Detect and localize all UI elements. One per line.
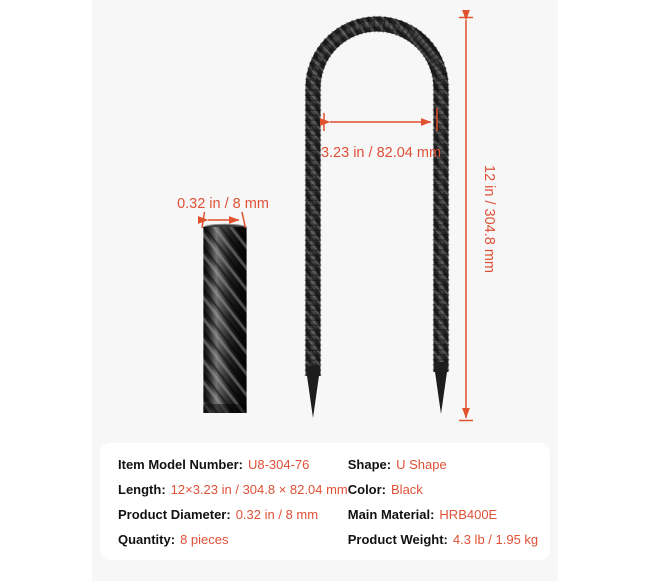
spec-column-right xyxy=(348,452,538,552)
spec-label: Product Diameter: xyxy=(118,507,231,522)
spec-row-color xyxy=(348,477,538,502)
spec-row-main-material xyxy=(348,502,538,527)
diameter-extension-left xyxy=(202,212,205,228)
spec-column-left xyxy=(118,452,348,552)
spec-value: 12×3.23 in / 304.8 × 82.04 mm xyxy=(170,482,348,497)
diameter-label: 0.32 in / 8 mm xyxy=(177,196,269,212)
height-label: 12 in / 304.8 mm xyxy=(481,165,497,273)
height-dimension xyxy=(459,18,473,421)
stake-tip-right xyxy=(434,362,449,414)
spec-label: Color: xyxy=(347,482,387,497)
spec-value: 4.3 lb / 1.95 kg xyxy=(452,532,539,547)
u-shaped-stake xyxy=(306,24,449,418)
spec-label: Main Material: xyxy=(347,507,435,522)
spec-panel xyxy=(100,443,550,560)
spec-label: Shape: xyxy=(347,457,392,472)
spec-label: Length: xyxy=(118,482,166,497)
spec-value: 0.32 in / 8 mm xyxy=(235,507,319,522)
spec-value: HRB400E xyxy=(439,507,498,522)
spec-row-length xyxy=(118,477,348,502)
rebar-diameter-closeup xyxy=(203,224,246,413)
spec-label: Product Weight: xyxy=(347,532,448,547)
spec-label: Item Model Number: xyxy=(118,457,243,472)
spec-row-item-model-number xyxy=(118,452,348,477)
inner-width-dimension xyxy=(324,108,437,131)
stake-tip-left xyxy=(306,366,321,418)
spec-value: 8 pieces xyxy=(180,532,229,547)
spec-row-product-weight xyxy=(348,527,538,552)
spec-row-quantity xyxy=(118,527,348,552)
spec-value: Black xyxy=(391,482,423,497)
spec-value: U Shape xyxy=(396,457,447,472)
spec-row-product-diameter xyxy=(118,502,348,527)
spec-row-shape xyxy=(348,452,538,477)
inner-width-label: 3.23 in / 82.04 mm xyxy=(320,145,442,161)
spec-label: Quantity: xyxy=(118,532,176,547)
spec-value: U8-304-76 xyxy=(247,457,310,472)
